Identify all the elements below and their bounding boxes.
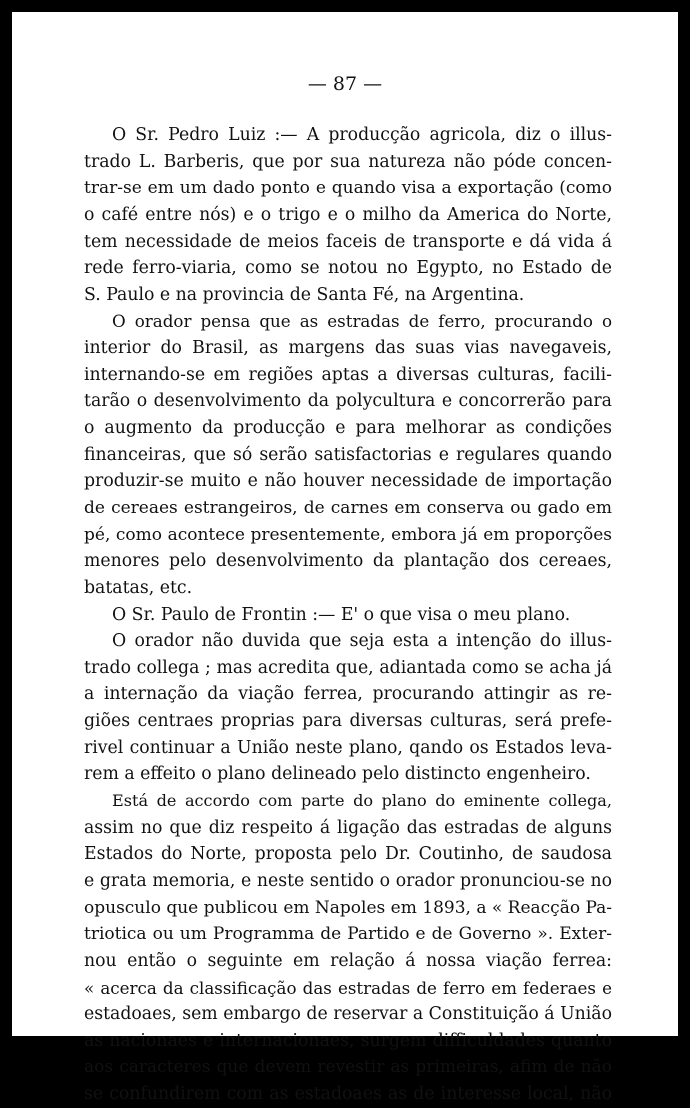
text-line: menores pelo desenvolvimento da plantação dos cereaes, xyxy=(84,551,612,572)
text-line: produzir-se muito e não houver necessidade de importação xyxy=(84,471,612,492)
body-text xyxy=(84,122,612,1108)
text-line: o augmento da producção e para melhorar as condições xyxy=(84,418,612,439)
text-line: O orador não duvida que seja esta a intenção do illus- xyxy=(112,631,612,652)
text-line: o café entre nós) e o trigo e o milho da America do Norte, xyxy=(84,204,612,225)
text-line: O orador pensa que as estradas de ferro, procurando o xyxy=(112,311,612,332)
text-line: tarão o desenvolvimento da polycultura e concorrerão para xyxy=(84,391,612,412)
text-line: opusculo que publicou em Napoles em 1893, a « Reacção Pa- xyxy=(84,897,613,918)
book-page xyxy=(12,12,678,1105)
text-line: as nacionaes e internacionaes, surgem difficuldades quanto xyxy=(84,1030,612,1051)
text-line: pé, como acontece presentemente, embora já em proporções xyxy=(84,524,612,545)
text-line: assim no que diz respeito á ligação das estradas de alguns xyxy=(84,817,612,838)
text-line: rivel continuar a União neste plano, qando os Estados leva- xyxy=(84,737,612,758)
text-line: triotica ou um Programma de Partido e de Governo ». Exter- xyxy=(84,924,612,945)
text-line: trado collega ; mas acredita que, adiantada como se acha já xyxy=(84,657,612,678)
text-line: e grata memoria, e neste sentido o orador pronunciou-se no xyxy=(84,870,612,891)
text-line: « acerca da classificação das estradas de ferro em federaes e xyxy=(84,977,612,998)
text-line: trado L. Barberis, que por sua natureza não póde concen- xyxy=(84,151,612,172)
text-line: O Sr. Paulo de Frontin :— E' o que visa o meu plano. xyxy=(112,604,571,625)
text-line: rem a effeito o plano delineado pelo distincto engenheiro. xyxy=(84,764,591,785)
text-line: batatas, etc. xyxy=(84,577,193,598)
text-line: O Sr. Pedro Luiz :— A producção agricola, diz o illus- xyxy=(112,125,612,145)
text-line: aos caracteres que devem revestir as primeiras, afim de não xyxy=(84,1057,612,1078)
text-line: internando-se em regiões aptas a diversas culturas, facili- xyxy=(84,364,612,385)
text-line: financeiras, que só serão satisfactorias e regulares quando xyxy=(84,444,612,465)
text-line: de cereaes estrangeiros, de carnes em conserva ou gado em xyxy=(84,497,612,518)
text-line: a internação da viação ferrea, procurando attingir as re- xyxy=(84,684,612,705)
text-line: Estados do Norte, proposta pelo Dr. Coutinho, de saudosa xyxy=(84,844,612,865)
text-line: tem necessidade de meios faceis de transporte e dá vida á xyxy=(84,231,612,252)
text-line: rede ferro-viaria, como se notou no Egypto, no Estado de xyxy=(84,258,612,279)
text-line: S. Paulo e na provincia de Santa Fé, na Argentina. xyxy=(84,284,525,305)
text-line: trar-se em um dado ponto e quando visa a exportação (como xyxy=(84,178,612,199)
text-line: nou então o seguinte em relação á nossa viação ferrea: xyxy=(84,950,612,971)
text-line: giões centraes proprias para diversas culturas, será prefe- xyxy=(84,711,612,732)
text-line: Está de accordo com parte do plano do eminente collega, xyxy=(112,791,612,811)
text-line: estadoaes, sem embargo de reservar a Constituição á União xyxy=(84,1004,612,1025)
text-line: se confundirem com as estadoaes as de interesse local, não xyxy=(84,1084,612,1105)
text-line: interior do Brasil, as margens das suas vias navegaveis, xyxy=(84,338,612,359)
page-number: — 87 — xyxy=(307,73,383,95)
